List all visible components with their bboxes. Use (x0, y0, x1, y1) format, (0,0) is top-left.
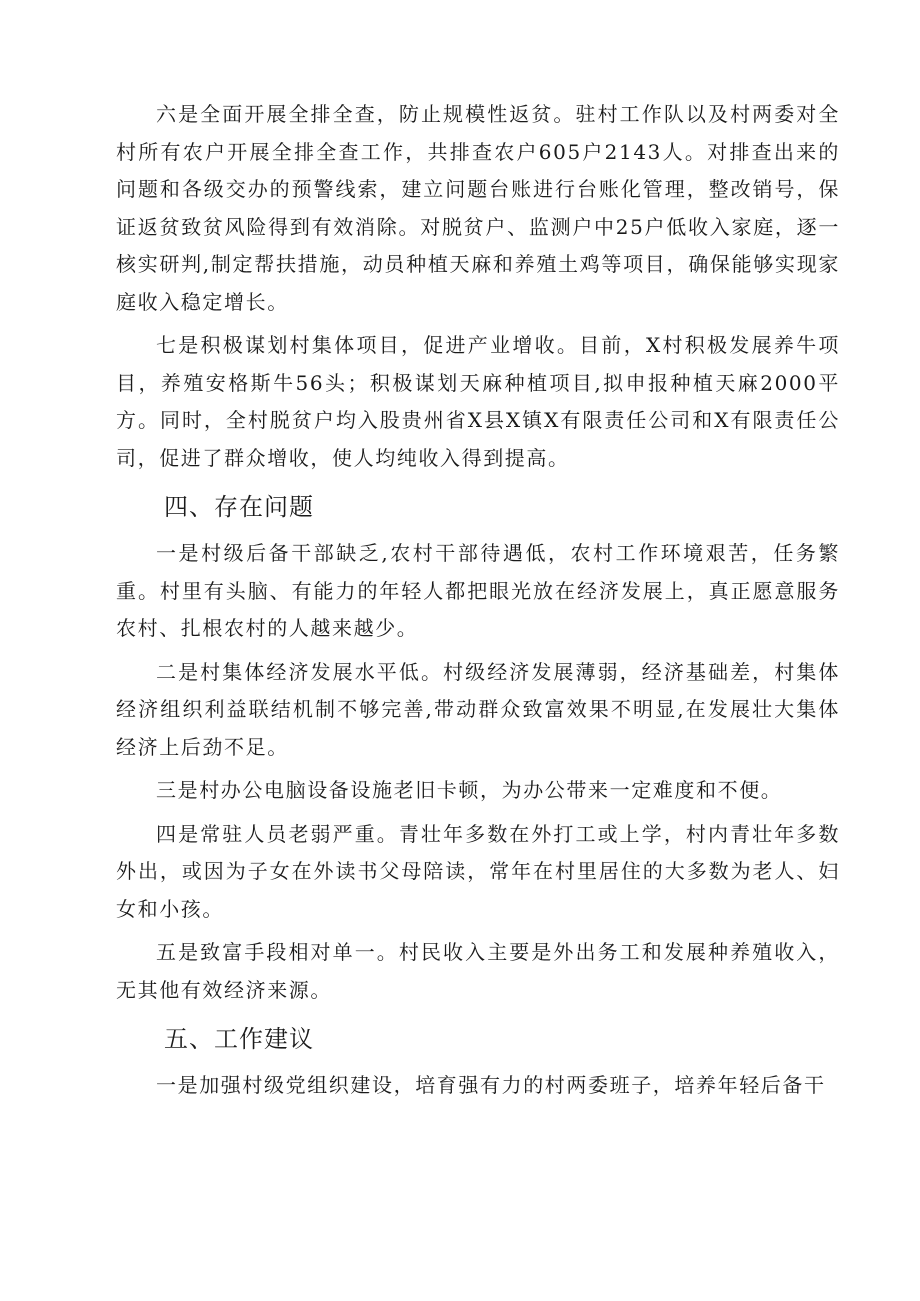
paragraph-seven: 七是积极谋划村集体项目，促进产业增收。目前，X村积极发展养牛项目，养殖安格斯牛56头；积极谋划天麻种植项目,拟申报种植天麻2000平方。同时，全村脱贫户均入股贵州省X县X镇X有限责任公司和X有限责任公司，促进了群众增收，使人均纯收入得到提高。 (116, 333, 840, 470)
paragraph-six: 六是全面开展全排全查，防止规模性返贫。驻村工作队以及村两委对全村所有农户开展全排全查工作，共排查农户605户2143人。对排查出来的问题和各级交办的预警线索，建立问题台账进行台账化管理，整改销号，保证返贫致贫风险得到有效消除。对脱贫户、监测户中25户低收入家庭，逐一核实研判,制定帮扶措施，动员种植天麻和养殖土鸡等项目，确保能够实现家庭收入稳定增长。 (116, 102, 840, 314)
problem-paragraph-4: 四是常驻人员老弱严重。青壮年多数在外打工或上学，村内青壮年多数外出，或因为子女在外读书父母陪读，常年在村里居住的大多数为老人、妇女和小孩。 (116, 821, 840, 921)
section-heading-problems: 四、存在问题 (164, 493, 314, 521)
problem-paragraph-5: 五是致富手段相对单一。村民收入主要是外出务工和发展种养殖收入，无其他有效经济来源。 (116, 940, 840, 1002)
problem-paragraph-2: 二是村集体经济发展水平低。村级经济发展薄弱，经济基础差，村集体经济组织利益联结机制不够完善,带动群众致富效果不明显,在发展壮大集体经济上后劲不足。 (116, 659, 840, 759)
section-heading-suggestions: 五、工作建议 (164, 1025, 314, 1053)
problem-paragraph-1: 一是村级后备干部缺乏,农村干部待遇低，农村工作环境艰苦，任务繁重。村里有头脑、有能力的年轻人都把眼光放在经济发展上，真正愿意服务农村、扎根农村的人越来越少。 (116, 541, 840, 640)
suggestion-paragraph-1: 一是加强村级党组织建设，培育强有力的村两委班子，培养年轻后备干 (156, 1073, 826, 1097)
problem-paragraph-3: 三是村办公电脑设备设施老旧卡顿，为办公带来一定难度和不便。 (156, 778, 783, 802)
